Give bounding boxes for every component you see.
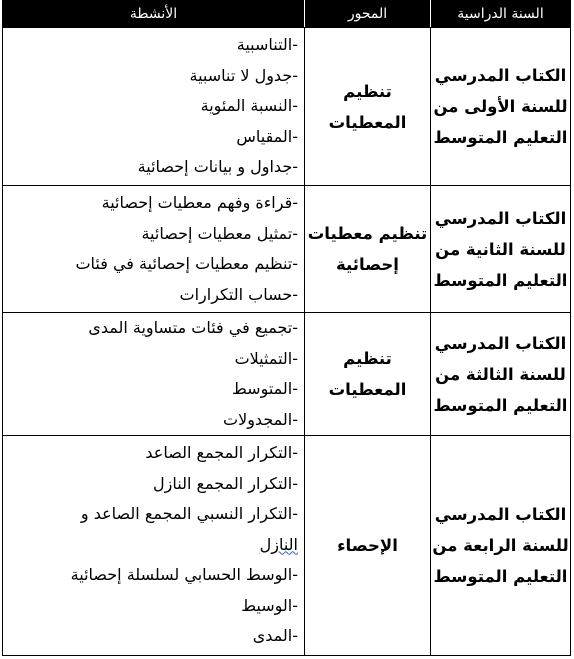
header-year: السنة الدراسية — [431, 1, 571, 28]
activity-item: -التمثيلات — [234, 348, 298, 368]
axis-cell: تنظيم معطيات إحصائية — [305, 186, 431, 313]
activities-list — [7, 436, 298, 652]
activity-item: -المقياس — [236, 126, 298, 146]
curriculum-table — [2, 0, 571, 656]
activities-list — [7, 28, 298, 183]
header-activities: الأنشطة — [3, 1, 305, 28]
table-row — [3, 313, 571, 436]
activity-item: -حساب التكرارات — [179, 284, 298, 304]
activities-cell — [3, 436, 305, 656]
activity-item: -التكرار النسبي المجمع الصاعد و — [80, 504, 298, 523]
header-axis: المحور — [305, 1, 431, 28]
axis-cell: الإحصاء — [305, 436, 431, 656]
activities-cell — [3, 313, 305, 436]
header-row — [3, 1, 571, 28]
table-row — [3, 186, 571, 313]
activity-item-continuation — [7, 530, 298, 561]
activities-list — [7, 186, 298, 310]
year-cell: الكتاب المدرسي للسنة الثالثة من التعليم المتوسط — [431, 313, 571, 436]
activities-cell — [3, 186, 305, 313]
activity-item: -جدول لا تناسبية — [189, 65, 298, 85]
year-cell: الكتاب المدرسي للسنة الثانية من التعليم المتوسط — [431, 186, 571, 313]
table-row — [3, 436, 571, 656]
activity-item: -تمثيل معطيات إحصائية — [141, 223, 298, 243]
axis-cell: تنظيم المعطيات — [305, 313, 431, 436]
activity-item: -الوسط الحسابي لسلسلة إحصائية — [70, 565, 298, 584]
activity-item: -المجدولات — [223, 409, 298, 429]
activities-cell — [3, 28, 305, 186]
activity-item: -تنظيم معطيات إحصائية في فئات — [75, 254, 298, 273]
year-cell: الكتاب المدرسي للسنة الأولى من التعليم المتوسط — [431, 28, 571, 186]
table-row — [3, 28, 571, 186]
table-grid — [2, 0, 571, 656]
activity-item: -التكرار المجمع النازل — [153, 473, 298, 493]
activity-item: -المتوسط — [231, 379, 298, 398]
activity-item: -تجميع في فئات متساوية المدى — [88, 318, 298, 337]
activity-item: -جداول و بيانات إحصائية — [137, 157, 298, 176]
activity-item: -قراءة وفهم معطيات إحصائية — [101, 193, 298, 212]
axis-cell: تنظيم المعطيات — [305, 28, 431, 186]
activity-item: -المدى — [252, 626, 298, 645]
activity-item: -الوسيط — [241, 595, 298, 615]
activity-item: -التكرار المجمع الصاعد — [145, 443, 298, 462]
activities-list — [7, 313, 298, 435]
activity-item: -التناسبية — [236, 35, 298, 54]
year-cell: الكتاب المدرسي للسنة الرابعة من التعليم المتوسط — [431, 436, 571, 656]
spellcheck-underlined-word: النازل — [259, 534, 298, 554]
activity-item: -النسبة المئوية — [200, 96, 298, 115]
